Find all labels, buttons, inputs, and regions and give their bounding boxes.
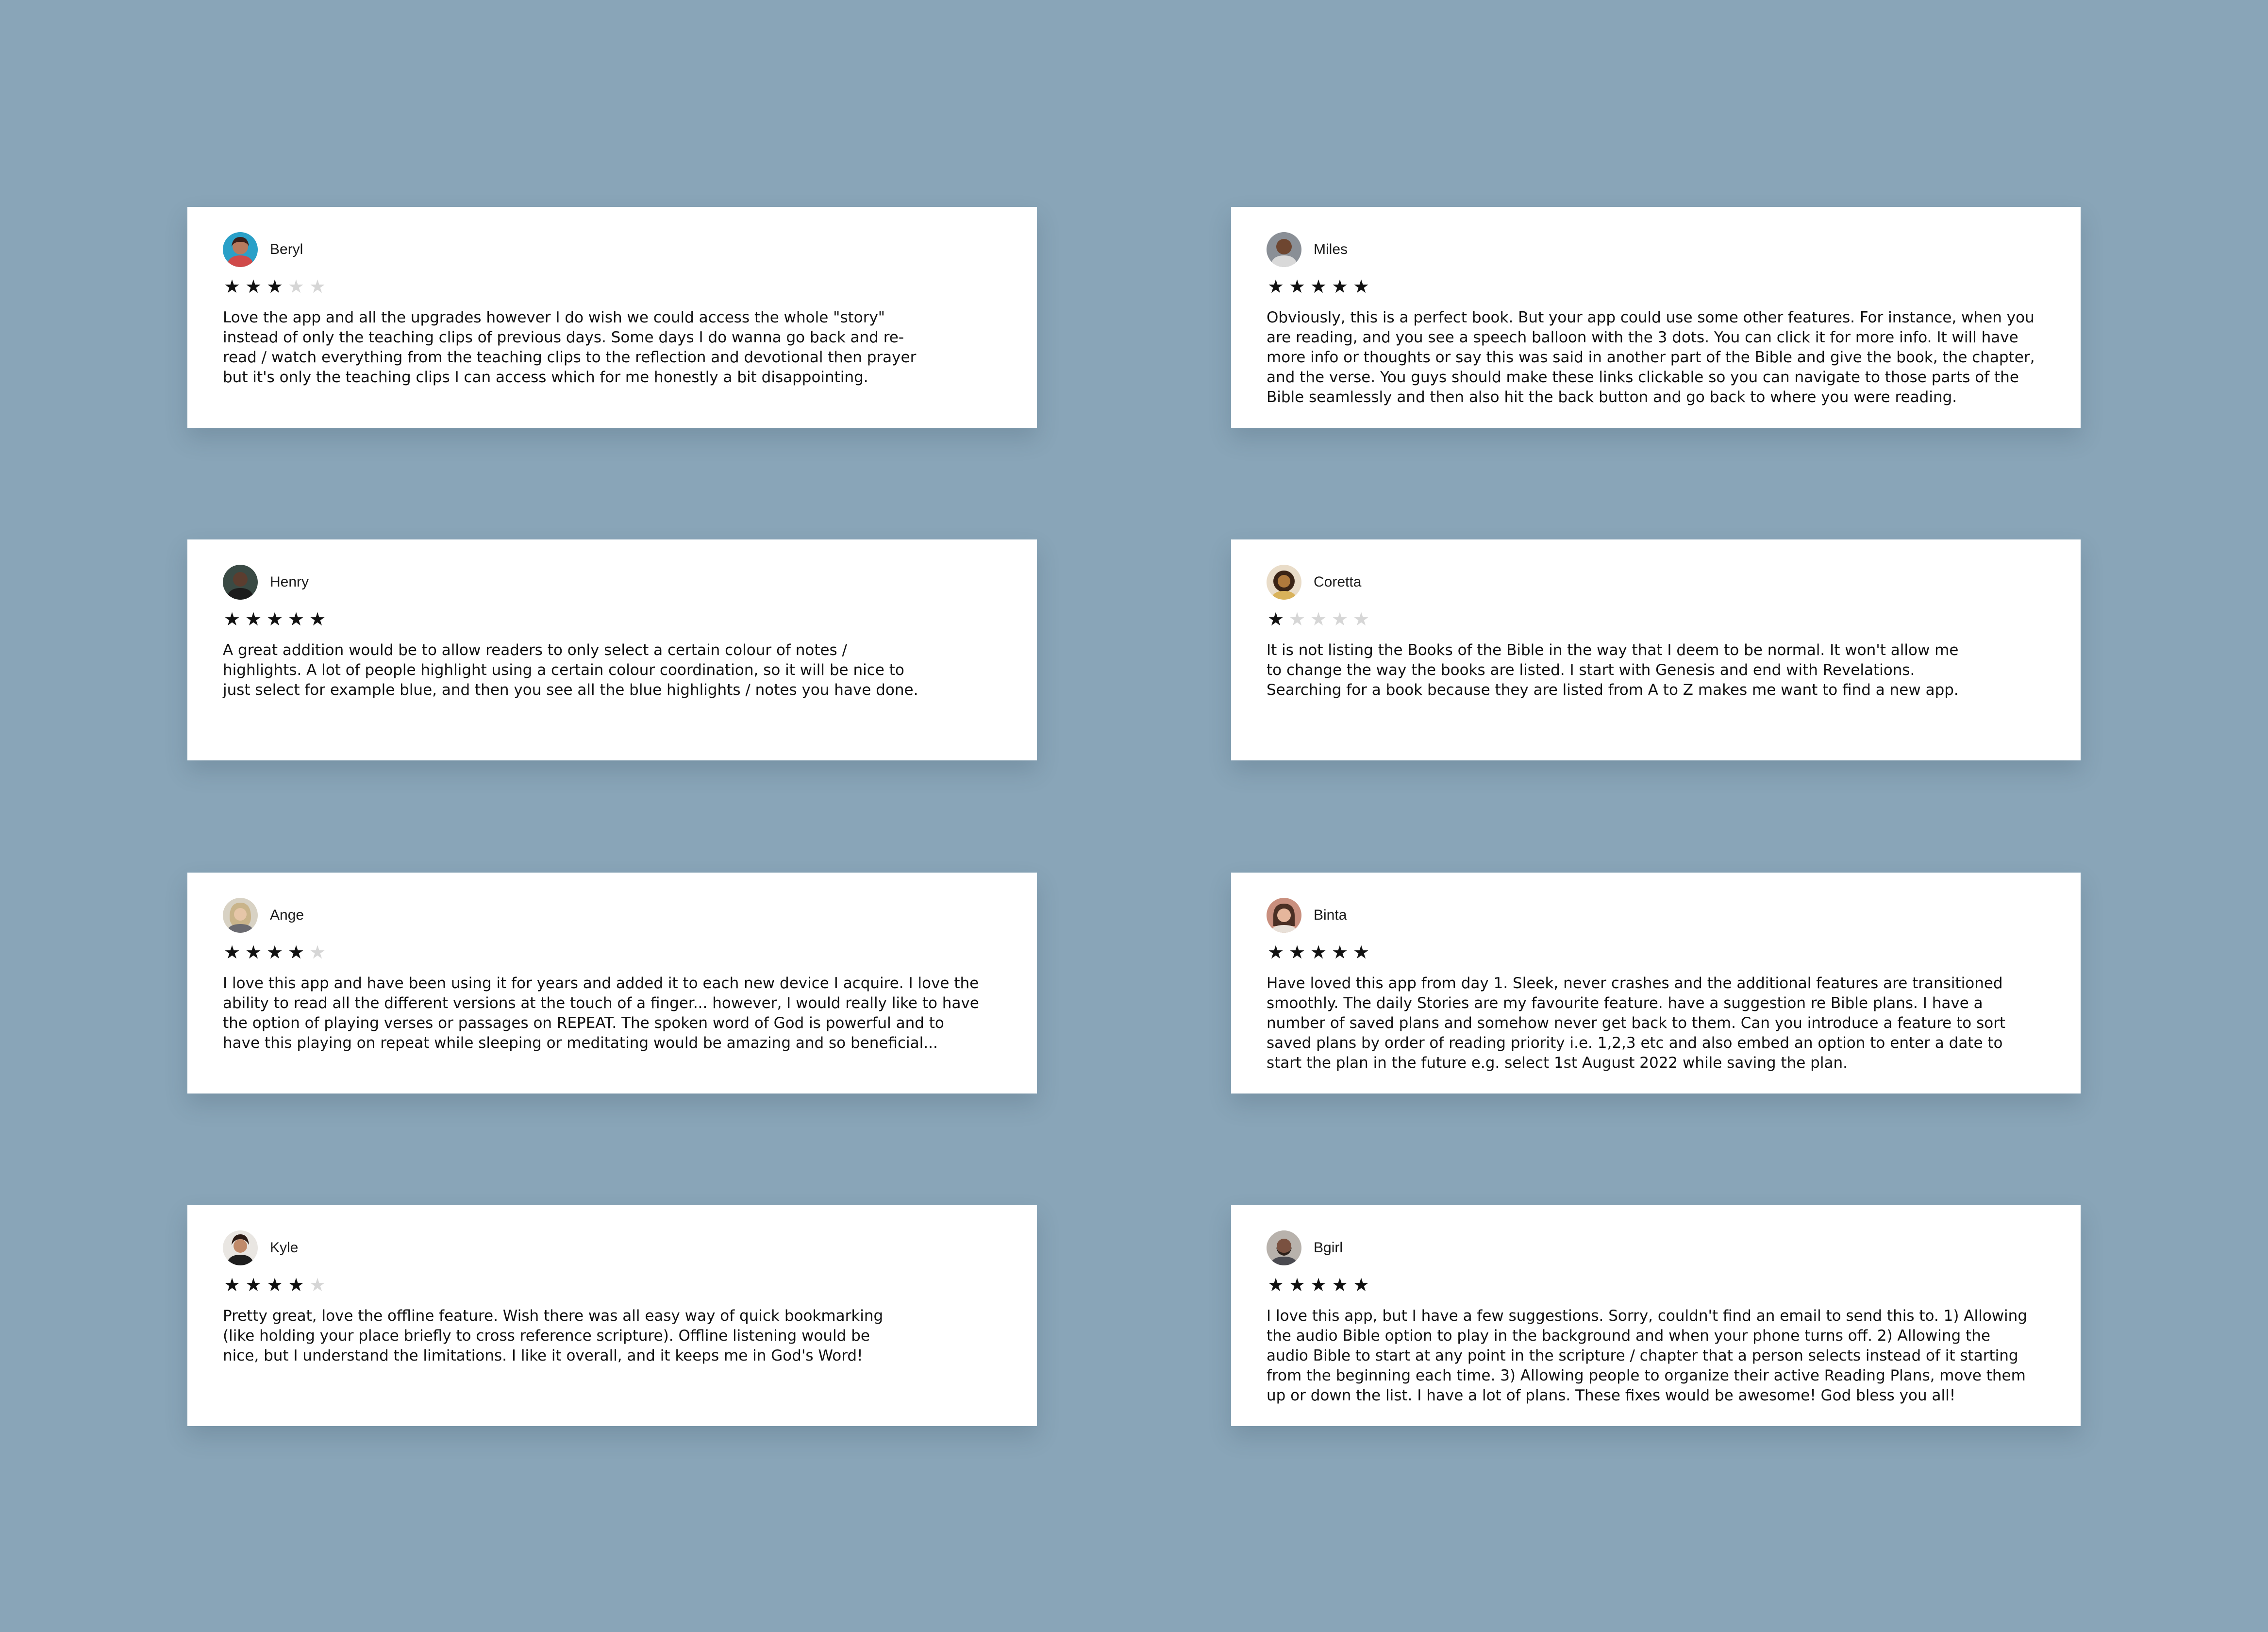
star-filled-icon: ★ xyxy=(1331,942,1349,963)
reviewer xyxy=(223,1230,298,1265)
review-card xyxy=(1231,207,2081,428)
avatar-binta-icon xyxy=(1267,898,1301,933)
star-filled-icon: ★ xyxy=(266,1274,284,1296)
reviewer-name: Ange xyxy=(270,907,304,923)
reviewer-name: Henry xyxy=(270,574,309,590)
avatar-miles-icon xyxy=(1267,232,1301,267)
avatar xyxy=(223,232,258,267)
star-filled-icon: ★ xyxy=(1267,1274,1284,1296)
avatar xyxy=(1267,1230,1301,1265)
star-empty-icon: ★ xyxy=(1331,608,1349,630)
review-text: Have loved this app from day 1. Sleek, never crashes and the additional features are transitioned smoothly. The daily Stories are my favourite feature. have a suggestion re Bible plans. I have a number of saved plans and somehow never get back to them. Can you introduce a feature to sort saved plans by order of reading priority i.e. 1,2,3 etc and also embed an option to enter a date to start the plan in the future e.g. select 1st August 2022 while saving the plan. xyxy=(1267,975,2006,1072)
star-filled-icon: ★ xyxy=(1310,276,1327,297)
review-text: I love this app, but I have a few suggestions. Sorry, couldn't find an email to send this to. 1) Allowing the audio Bible option to play in the background and when your phone turns off. 2) Allowing the audio Bible to start at any point in the scripture / chapter that a person selects instead of it starting from the beginning each time. 3) Allowing people to organize their active Reading Plans, move them up or down the list. I have a lot of plans. These fixes would be awesome! God bless you all! xyxy=(1267,1307,2027,1404)
star-filled-icon: ★ xyxy=(1288,942,1306,963)
star-filled-icon: ★ xyxy=(245,276,262,297)
star-filled-icon: ★ xyxy=(1352,942,1370,963)
review-card xyxy=(187,207,1037,428)
star-filled-icon: ★ xyxy=(1288,1274,1306,1296)
review-card xyxy=(187,873,1037,1094)
star-filled-icon: ★ xyxy=(223,276,241,297)
star-filled-icon: ★ xyxy=(309,608,326,630)
reviewer-name: Miles xyxy=(1314,241,1348,257)
star-filled-icon: ★ xyxy=(223,1274,241,1296)
avatar xyxy=(1267,898,1301,933)
star-filled-icon: ★ xyxy=(1310,942,1327,963)
star-filled-icon: ★ xyxy=(266,276,284,297)
review-text: A great addition would be to allow readers to only select a certain colour of notes / highlights. A lot of people highlight using a certain colour coordination, so it will be nice to just select for example blue, and then you see all the blue highlights / notes you have done. xyxy=(223,641,918,699)
star-rating xyxy=(1267,277,1370,296)
star-filled-icon: ★ xyxy=(287,608,305,630)
review-text: Love the app and all the upgrades however I do wish we could access the whole "story" instead of only the teaching clips of previous days. Some days I do wanna go back and re- read / watch everything from the teaching clips to the reflection and devotional then prayer but it's only the teaching clips I can access which for me honestly a bit disappointing. xyxy=(223,309,917,386)
avatar xyxy=(1267,232,1301,267)
review-text: I love this app and have been using it for years and added it to each new device I acquire. I love the ability to read all the different versions at the touch of a finger... however, I would really like to have the option of playing verses or passages on REPEAT. The spoken word of God is powerful and to have this playing on repeat while sleeping or meditating would be amazing and so beneficial... xyxy=(223,975,979,1052)
reviewer-name: Bgirl xyxy=(1314,1240,1343,1256)
avatar-kyle-icon xyxy=(223,1230,258,1265)
star-filled-icon: ★ xyxy=(1288,276,1306,297)
avatar-bgirl-icon xyxy=(1267,1230,1301,1265)
reviewer xyxy=(223,565,309,600)
review-text: Obviously, this is a perfect book. But your app could use some other features. For instance, when you are reading, and you see a speech balloon with the 3 dots. You can click it for more info. It will have more info or thoughts or say this was said in another part of the Bible and give the book, the chapter, and the verse. You guys should make these links clickable so you can navigate to those parts of the Bible seamlessly and then also hit the back button and go back to where you were reading. xyxy=(1267,309,2035,406)
review-card xyxy=(1231,1205,2081,1426)
reviewer xyxy=(1267,232,1348,267)
star-filled-icon: ★ xyxy=(287,1274,305,1296)
reviewer-name: Beryl xyxy=(270,241,303,257)
avatar-henry-icon xyxy=(223,565,258,600)
star-rating xyxy=(223,1275,327,1295)
reviewer-name: Binta xyxy=(1314,907,1347,923)
star-filled-icon: ★ xyxy=(1310,1274,1327,1296)
reviewer xyxy=(1267,898,1347,933)
star-filled-icon: ★ xyxy=(1267,942,1284,963)
star-empty-icon: ★ xyxy=(1352,608,1370,630)
star-rating xyxy=(1267,942,1370,962)
star-rating xyxy=(223,609,327,629)
star-filled-icon: ★ xyxy=(1331,1274,1349,1296)
avatar xyxy=(1267,565,1301,600)
star-rating xyxy=(223,942,327,962)
review-card xyxy=(1231,873,2081,1094)
review-card xyxy=(187,1205,1037,1426)
avatar xyxy=(223,1230,258,1265)
star-filled-icon: ★ xyxy=(245,942,262,963)
avatar-coretta-icon xyxy=(1267,565,1301,600)
reviewer xyxy=(1267,565,1361,600)
reviewer-name: Kyle xyxy=(270,1240,299,1256)
star-rating xyxy=(1267,609,1370,629)
star-filled-icon: ★ xyxy=(1267,276,1284,297)
avatar xyxy=(223,565,258,600)
star-filled-icon: ★ xyxy=(245,608,262,630)
star-empty-icon: ★ xyxy=(309,1274,326,1296)
star-filled-icon: ★ xyxy=(223,608,241,630)
star-filled-icon: ★ xyxy=(223,942,241,963)
star-empty-icon: ★ xyxy=(309,276,326,297)
review-card xyxy=(1231,539,2081,760)
star-rating xyxy=(223,277,327,296)
avatar-ange-icon xyxy=(223,898,258,933)
star-empty-icon: ★ xyxy=(287,276,305,297)
avatar xyxy=(223,898,258,933)
reviewer xyxy=(223,898,304,933)
star-empty-icon: ★ xyxy=(1310,608,1327,630)
review-text: It is not listing the Books of the Bible in the way that I deem to be normal. It won't allow me to change the way the books are listed. I start with Genesis and end with Revelations. Searching for a book because they are listed from A to Z makes me want to find a new app. xyxy=(1267,641,1959,699)
review-card xyxy=(187,539,1037,760)
star-filled-icon: ★ xyxy=(245,1274,262,1296)
star-filled-icon: ★ xyxy=(287,942,305,963)
star-rating xyxy=(1267,1275,1370,1295)
reviewer xyxy=(223,232,303,267)
star-filled-icon: ★ xyxy=(1352,276,1370,297)
star-empty-icon: ★ xyxy=(1288,608,1306,630)
reviewer-name: Coretta xyxy=(1314,574,1362,590)
star-filled-icon: ★ xyxy=(1267,608,1284,630)
star-filled-icon: ★ xyxy=(266,942,284,963)
star-empty-icon: ★ xyxy=(309,942,326,963)
star-filled-icon: ★ xyxy=(1352,1274,1370,1296)
star-filled-icon: ★ xyxy=(1331,276,1349,297)
reviewer xyxy=(1267,1230,1343,1265)
avatar-beryl-icon xyxy=(223,232,258,267)
review-text: Pretty great, love the offline feature. Wish there was all easy way of quick bookmarking (like holding your place briefly to cross reference scripture). Offline listening would be nice, but I understand the limitations. I like it overall, and it keeps me in God's Word! xyxy=(223,1307,884,1364)
star-filled-icon: ★ xyxy=(266,608,284,630)
